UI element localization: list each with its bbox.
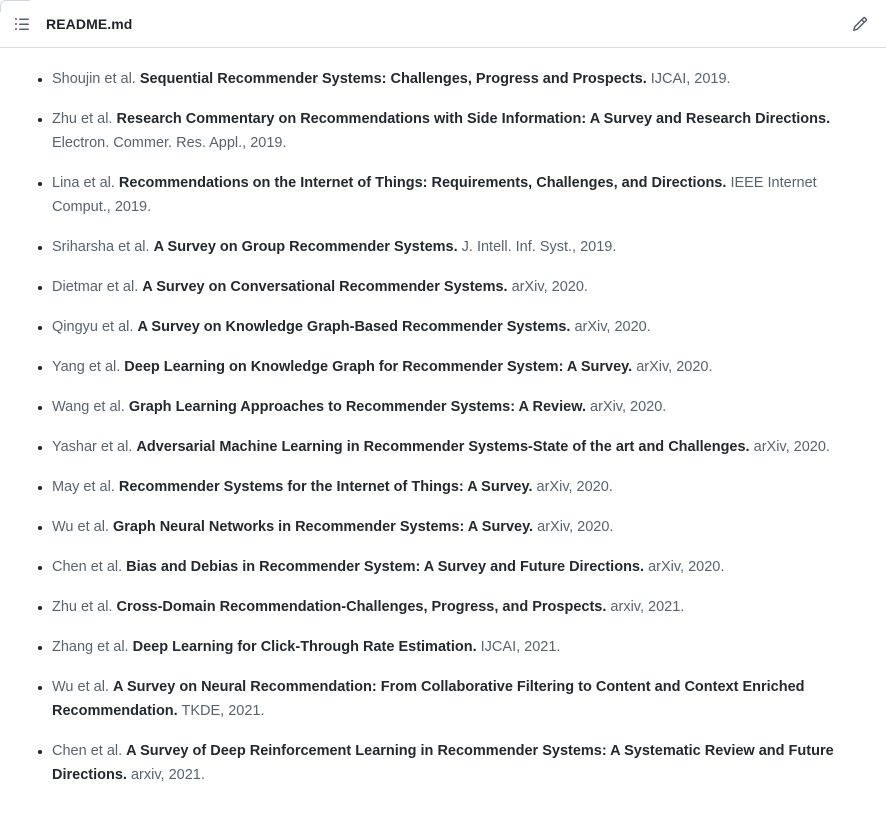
paper-venue: arxiv, 2021. — [130, 767, 205, 783]
paper-venue: arXiv, 2020. — [753, 439, 830, 455]
paper-venue: IJCAI, 2021. — [480, 639, 561, 655]
paper-title: Adversarial Machine Learning in Recommender Systems-State of the art and Challenges. — [136, 439, 750, 455]
paper-author: Sriharsha et al. — [52, 239, 150, 255]
paper-title: A Survey on Conversational Recommender Systems. — [142, 279, 508, 295]
paper-title: A Survey on Group Recommender Systems. — [153, 239, 458, 255]
paper-author: Chen et al. — [52, 743, 123, 759]
paper-venue: IJCAI, 2019. — [650, 71, 731, 87]
paper-title: Bias and Debias in Recommender System: A Survey and Future Directions. — [126, 559, 645, 575]
paper-title: Cross-Domain Recommendation-Challenges, Progress, and Prospects. — [116, 599, 607, 615]
paper-venue: arXiv, 2020. — [511, 279, 588, 295]
markdown-body — [0, 48, 886, 819]
pencil-icon — [852, 16, 868, 32]
paper-author: Lina et al. — [52, 175, 115, 191]
paper-venue: arXiv, 2020. — [590, 399, 667, 415]
list-unordered-icon — [14, 16, 30, 32]
paper-title: Deep Learning on Knowledge Graph for Recommender System: A Survey. — [124, 359, 633, 375]
list-item — [52, 635, 854, 659]
list-item — [52, 171, 854, 219]
paper-title: A Survey on Neural Recommendation: From Collaborative Filtering to Content and Context Enriched Recommendation. — [52, 679, 805, 719]
paper-author: Zhu et al. — [52, 599, 113, 615]
list-item — [52, 555, 854, 579]
paper-venue: IEEE Internet Comput., 2019. — [52, 175, 817, 215]
list-item — [52, 515, 854, 539]
list-item — [52, 235, 854, 259]
paper-venue: arXiv, 2020. — [574, 319, 651, 335]
paper-title: A Survey on Knowledge Graph-Based Recommender Systems. — [137, 319, 571, 335]
paper-author: Zhang et al. — [52, 639, 129, 655]
paper-venue: arxiv, 2021. — [610, 599, 685, 615]
list-item — [52, 107, 854, 155]
list-item — [52, 67, 854, 91]
paper-author: May et al. — [52, 479, 115, 495]
paper-title: Graph Learning Approaches to Recommender Systems: A Review. — [128, 399, 586, 415]
list-item — [52, 395, 854, 419]
paper-author: Chen et al. — [52, 559, 123, 575]
paper-author: Zhu et al. — [52, 111, 113, 127]
paper-venue: arXiv, 2020. — [536, 479, 613, 495]
paper-venue: Electron. Commer. Res. Appl., 2019. — [52, 135, 287, 151]
paper-venue: arXiv, 2020. — [648, 559, 725, 575]
paper-title: A Survey of Deep Reinforcement Learning in Recommender Systems: A Systematic Review and Future Directions. — [52, 743, 834, 783]
paper-author: Shoujin et al. — [52, 71, 136, 87]
list-item — [52, 595, 854, 619]
list-item — [52, 475, 854, 499]
list-item — [52, 275, 854, 299]
list-item — [52, 355, 854, 379]
paper-title: Graph Neural Networks in Recommender Systems: A Survey. — [112, 519, 534, 535]
edit-button[interactable] — [846, 10, 874, 38]
paper-venue: arXiv, 2020. — [537, 519, 614, 535]
paper-author: Qingyu et al. — [52, 319, 134, 335]
paper-title: Research Commentary on Recommendations with Side Information: A Survey and Research Directions. — [116, 111, 831, 127]
list-item — [52, 739, 854, 787]
paper-list — [23, 67, 854, 787]
file-title: README.md — [46, 15, 133, 32]
list-item — [52, 675, 854, 723]
paper-author: Wu et al. — [52, 679, 109, 695]
paper-title: Deep Learning for Click-Through Rate Estimation. — [132, 639, 477, 655]
outline-button[interactable] — [8, 10, 36, 38]
paper-venue: TKDE, 2021. — [181, 703, 265, 719]
paper-author: Yashar et al. — [52, 439, 133, 455]
paper-venue: arXiv, 2020. — [636, 359, 713, 375]
file-header — [0, 0, 886, 48]
paper-title: Recommender Systems for the Internet of Things: A Survey. — [118, 479, 533, 495]
paper-title: Recommendations on the Internet of Things: Requirements, Challenges, and Directions. — [118, 175, 727, 191]
paper-author: Dietmar et al. — [52, 279, 139, 295]
paper-venue: J. Intell. Inf. Syst., 2019. — [461, 239, 617, 255]
paper-title: Sequential Recommender Systems: Challenges, Progress and Prospects. — [139, 71, 647, 87]
list-item — [52, 315, 854, 339]
paper-author: Wang et al. — [52, 399, 125, 415]
list-item — [52, 435, 854, 459]
paper-author: Yang et al. — [52, 359, 121, 375]
paper-author: Wu et al. — [52, 519, 109, 535]
